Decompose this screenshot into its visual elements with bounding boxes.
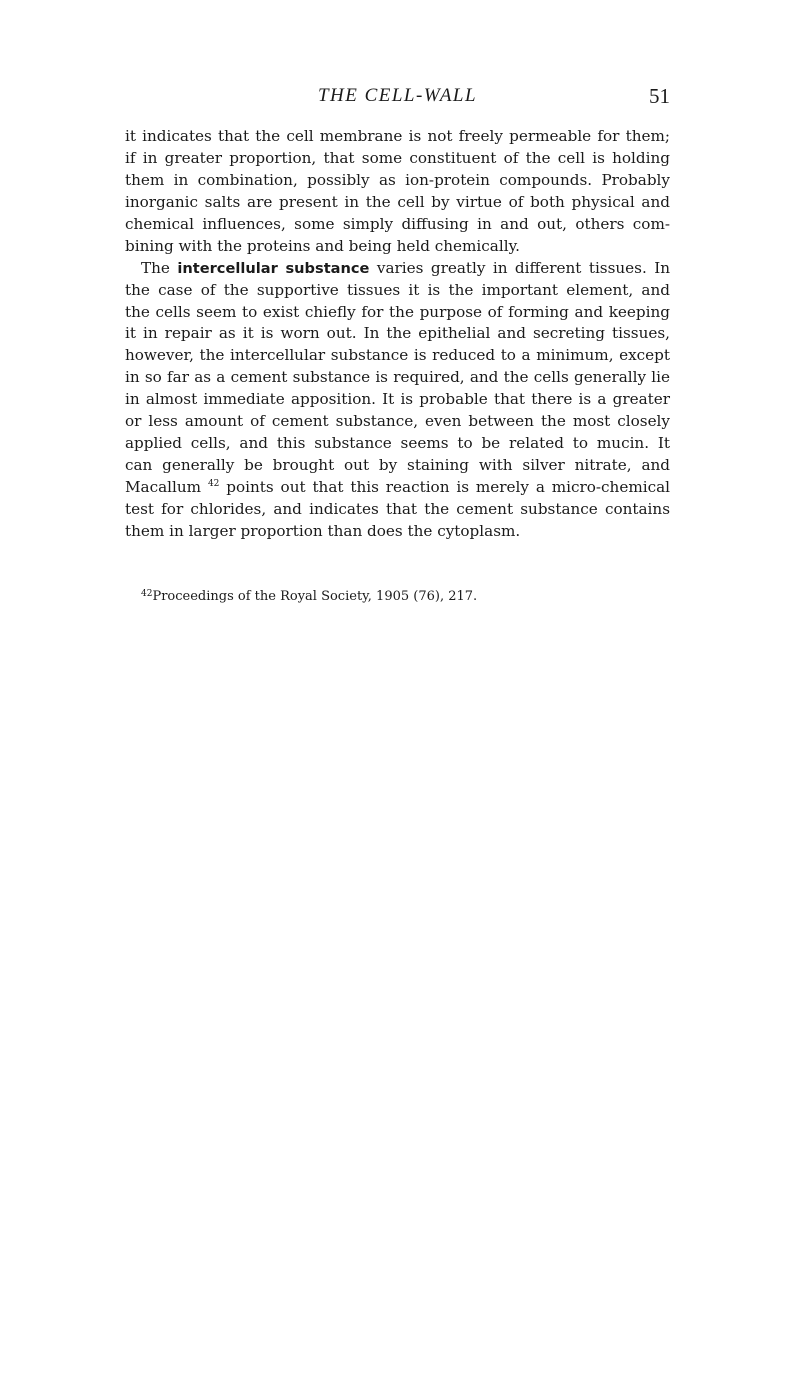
footnote-text: Proceedings of the Royal Society, 1905 (76), 217. — [152, 589, 478, 604]
footnote-mark: 42 — [141, 589, 153, 599]
text-line: in almost immediate apposition. It is probable that there is a greater — [125, 390, 670, 409]
running-header — [125, 80, 670, 112]
text-line: in so far as a cement substance is required, and the cells generally lie — [125, 368, 670, 387]
author-name: Macallum — [125, 478, 202, 496]
text-line: the cells seem to exist chiefly for the purpose of forming and keeping — [125, 302, 670, 321]
body-text — [125, 126, 670, 543]
text-line: if in greater proportion, that some constituent of the cell is holding — [125, 148, 670, 167]
running-title: THE CELL-WALL — [317, 85, 478, 106]
footnote — [141, 587, 681, 607]
text-line: bining with the proteins and being held chemically. — [125, 236, 520, 255]
text-line: it indicates that the cell membrane is not freely permeable for them; — [125, 127, 670, 145]
text-line: applied cells, and this substance seems to be related to mucin. It — [125, 434, 670, 453]
text-line: them in larger proportion than does the cytoplasm. — [125, 521, 521, 540]
text-line-with-reference — [125, 477, 670, 499]
text-run: varies greatly in different tissues. In — [369, 258, 670, 277]
text-run: points out that this reaction is merely a micro-chemical — [219, 478, 670, 496]
bold-term: intercellular substance — [177, 259, 370, 277]
text-line: or less amount of cement substance, even between the most closely — [125, 412, 670, 431]
text-run: The — [141, 258, 178, 277]
text-line: chemical influences, some simply diffusing in and out, others com- — [125, 214, 670, 233]
footnote-reference: 42 — [207, 479, 220, 489]
page-number: 51 — [649, 84, 670, 108]
text-line: inorganic salts are present in the cell by virtue of both physical and — [125, 192, 670, 211]
text-line: the case of the supportive tissues it is the important element, and — [125, 280, 670, 299]
paragraph-opening-line — [125, 258, 670, 280]
text-line: test for chlorides, and indicates that the cement substance contains — [125, 499, 670, 518]
text-line: it in repair as it is worn out. In the epithelial and secreting tissues, — [125, 324, 670, 343]
text-line: however, the intercellular substance is reduced to a minimum, except — [125, 346, 670, 365]
text-line: them in combination, possibly as ion-protein compounds. Probably — [125, 170, 670, 189]
text-line: can generally be brought out by staining with silver nitrate, and — [125, 456, 670, 475]
